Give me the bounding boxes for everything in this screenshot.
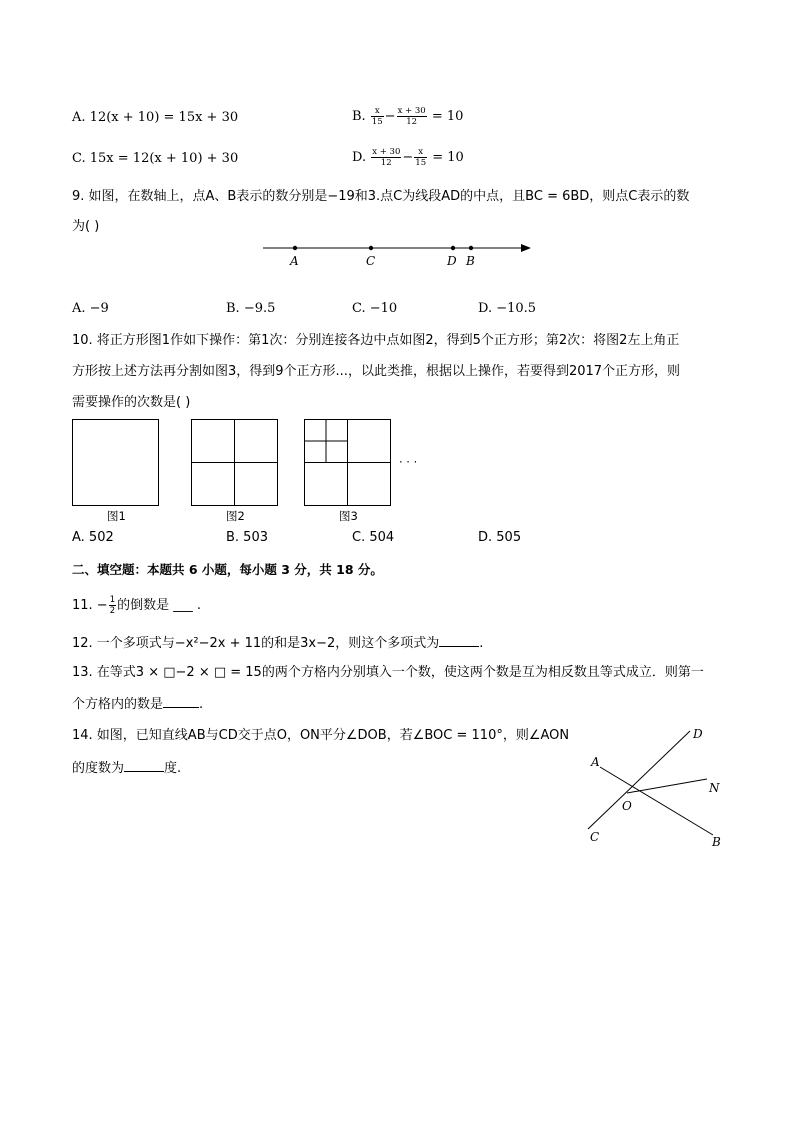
fraction — [397, 106, 427, 127]
answer-blank[interactable] — [124, 759, 164, 772]
option-label: A. — [72, 110, 86, 125]
answer-blank[interactable] — [163, 695, 199, 708]
point-o-label: O — [622, 799, 632, 813]
answer-blank[interactable] — [439, 634, 479, 647]
rhs: = 10 — [432, 150, 464, 165]
q12-text: 12. 一个多项式与−x²−2x + 11的和是3x−2，则这个多项式为 — [72, 636, 440, 651]
q14-line2 — [72, 759, 181, 778]
option-expr: 12(x + 10) = 15x + 30 — [89, 110, 239, 125]
q10-stem-line3: 需要操作的次数是( ) — [72, 395, 191, 410]
q11-prefix: 11. − — [72, 598, 108, 613]
q12 — [72, 634, 483, 653]
point-c-label: C — [590, 830, 600, 844]
q14-text: 的度数为 — [72, 761, 125, 776]
point-a-label: A — [591, 755, 600, 769]
ray-on — [627, 779, 707, 793]
ellipsis: · · · — [399, 455, 418, 469]
q13-end: . — [199, 697, 204, 712]
q10-option-a: A. 502 — [72, 530, 114, 545]
point-a-dot — [293, 246, 297, 250]
point-d-label: D — [447, 254, 457, 268]
line-cd — [588, 731, 690, 829]
frac-den: 15 — [371, 117, 383, 127]
point-b-dot — [469, 246, 473, 250]
frac-num: x + 30 — [397, 106, 426, 116]
point-b-label: B — [712, 835, 721, 849]
figure3-caption: 图3 — [339, 509, 358, 523]
point-c-label: C — [366, 254, 376, 268]
q9-option-a: A. −9 — [72, 301, 109, 316]
angle-figure — [580, 722, 730, 852]
arrow-head-icon — [521, 244, 531, 252]
q9-stem-line2: 为( ) — [72, 219, 100, 234]
q10-option-b: B. 503 — [226, 530, 268, 545]
frac-den: 12 — [406, 117, 418, 127]
q10-option-c: C. 504 — [352, 530, 395, 545]
option-label: B. — [352, 109, 366, 124]
fraction — [371, 106, 384, 127]
frac-den: 15 — [415, 158, 427, 168]
q13-line2 — [72, 695, 203, 714]
minus: − — [384, 109, 396, 124]
q10-stem-line2: 方形按上述方法再分割如图3，得到9个正方形...，以此类推，根据以上操作，若要得到2017个正方形，则 — [72, 364, 681, 379]
q8-option-d — [352, 144, 464, 172]
frac-num: x — [414, 147, 427, 158]
option-label: C. — [72, 151, 86, 166]
q10-option-d: D. 505 — [478, 530, 522, 545]
point-a-label: A — [290, 254, 299, 268]
q11 — [72, 592, 201, 620]
option-expr: 15x = 12(x + 10) + 30 — [89, 151, 239, 166]
frac-den: 12 — [380, 158, 392, 168]
q13-line1: 13. 在等式3 × □−2 × □ = 15的两个方格内分别填入一个数，使这两个数是互为相反数且等式成立．则第一 — [72, 665, 704, 680]
point-c-dot — [369, 246, 373, 250]
fraction — [414, 147, 427, 168]
fraction — [371, 147, 401, 168]
point-n-label: N — [709, 781, 720, 795]
q8-option-b — [352, 103, 463, 131]
frac-num: x + 30 — [372, 147, 401, 157]
option-label: D. — [352, 150, 367, 165]
q9-option-d: D. −10.5 — [478, 301, 537, 316]
square-figures — [66, 414, 436, 526]
point-d-label: D — [693, 727, 703, 741]
q9-stem-line1: 9. 如图，在数轴上，点A、B表示的数分别是−19和3.点C为线段AD的中点，且BC = 6BD，则点C表示的数 — [72, 189, 690, 204]
frac-den: 2 — [109, 606, 116, 616]
point-d-dot — [451, 246, 455, 250]
q11-suffix: 的倒数是 ___ . — [117, 598, 202, 613]
q9-option-c: C. −10 — [352, 301, 398, 316]
minus: − — [402, 150, 414, 165]
number-line-figure — [255, 236, 545, 270]
section-heading: 二、填空题：本题共 6 小题，每小题 3 分，共 18 分。 — [72, 562, 383, 577]
q12-end: . — [479, 636, 484, 651]
q8-option-c — [72, 150, 238, 168]
q10-stem-line1: 10. 将正方形图1作如下操作：第1次：分别连接各边中点如图2，得到5个正方形；第2次：将图2左上角正 — [72, 333, 680, 348]
q14-end: 度. — [164, 761, 182, 776]
point-b-label: B — [466, 254, 475, 268]
q13-text: 个方格内的数是 — [72, 697, 164, 712]
figure2-caption: 图2 — [226, 509, 245, 523]
rhs: = 10 — [431, 109, 464, 124]
frac-num: x — [371, 106, 384, 117]
q9-option-b: B. −9.5 — [226, 301, 276, 316]
frac-num: 1 — [109, 595, 116, 605]
figure1-caption: 图1 — [107, 509, 126, 523]
figure1-square — [73, 420, 159, 506]
q14-line1: 14. 如图，已知直线AB与CD交于点O，ON平分∠DOB，若∠BOC = 110°，则∠AON — [72, 728, 570, 743]
fraction — [109, 595, 116, 616]
q8-option-a — [72, 109, 238, 127]
